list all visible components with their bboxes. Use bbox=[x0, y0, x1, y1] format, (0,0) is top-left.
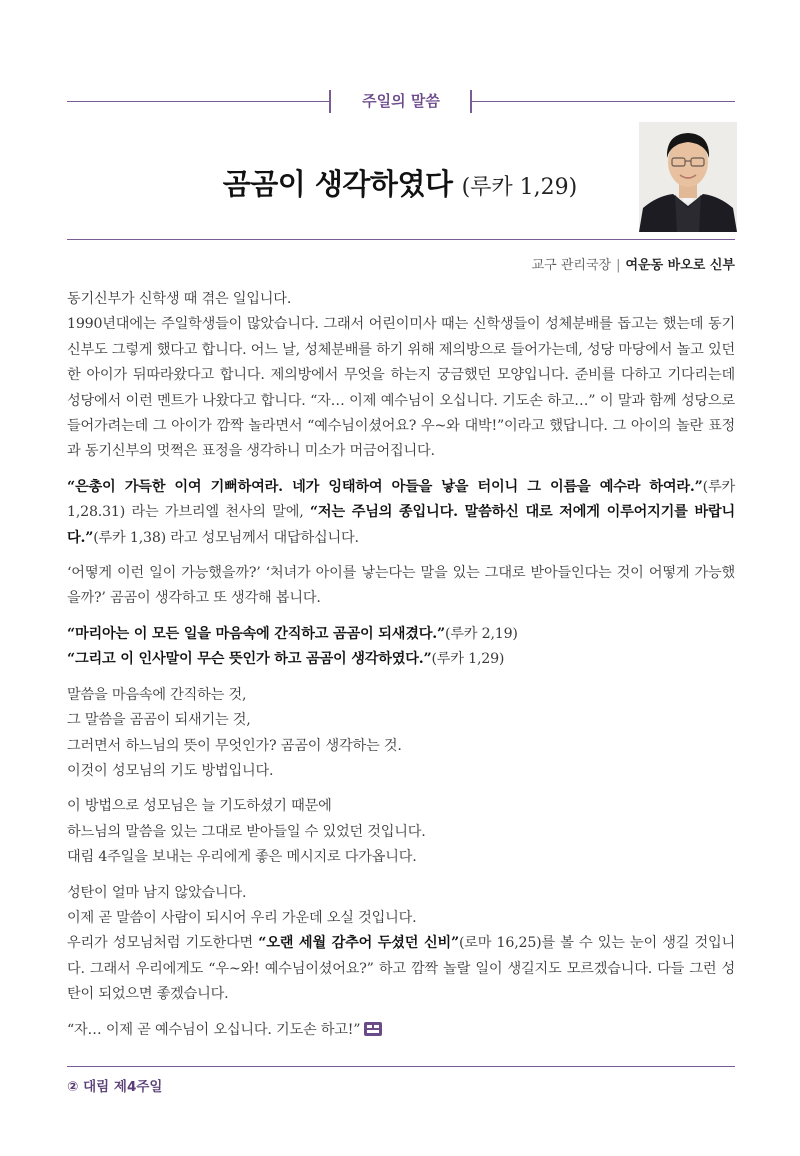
paragraph-5 bbox=[67, 622, 735, 673]
section-label: 주일의 말씀 bbox=[362, 92, 440, 110]
paragraph-8-line-2: 이제 곧 말씀이 사람이 되시어 우리 가운데 오실 것입니다. bbox=[67, 909, 417, 926]
paragraph-1 bbox=[67, 287, 735, 465]
end-mark-icon bbox=[364, 1022, 382, 1036]
paragraph-1-text: 동기신부가 신학생 때 겪은 일입니다. bbox=[67, 291, 292, 307]
ref-luke-1-29: (루카 1,29) bbox=[431, 651, 505, 668]
header-rule-right bbox=[472, 101, 735, 102]
quote-luke-2-19: “마리아는 이 모든 일을 마음속에 간직하고 곰곰이 되새겼다.” bbox=[67, 625, 445, 642]
paragraph-6-line-1: 말씀을 마음속에 간직하는 것, bbox=[67, 686, 247, 703]
author-name: 여운동 바오로 신부 bbox=[625, 258, 735, 273]
paragraph-3-text-1: (루카 1,28.31) 라는 가브리엘 천사의 말에, bbox=[67, 478, 735, 521]
paragraph-6-line-4: 이것이 성모님의 기도 방법입니다. bbox=[67, 762, 274, 779]
paragraph-6-line-3: 그러면서 하느님의 뜻이 무엇인가? 곰곰이 생각하는 것. bbox=[67, 737, 402, 754]
page-footer: ② 대림 제4주일 bbox=[67, 1079, 163, 1095]
paragraph-4: ‘어떻게 이런 일이 가능했을까?’ ‘처녀가 아이를 낳는다는 말을 있는 그대로 받아들인다는 것이 어떻게 가능했을까?’ 곰곰이 생각하고 또 생각해 봅니다. bbox=[67, 565, 735, 607]
footer-rule bbox=[67, 1066, 735, 1067]
paragraph-6 bbox=[67, 683, 735, 785]
title-reference: (루카 1,29) bbox=[461, 175, 578, 200]
author-photo bbox=[639, 122, 737, 232]
paragraph-7 bbox=[67, 794, 735, 870]
header-tick-left bbox=[329, 90, 331, 113]
author-line bbox=[532, 254, 735, 273]
paragraph-8-text-1: 우리가 성모님처럼 기도한다면 bbox=[67, 935, 259, 952]
paragraph-6-line-2: 그 말씀을 곰곰이 되새기는 것, bbox=[67, 712, 251, 729]
paragraph-8-text-2: (로마 16,25)를 볼 수 있는 눈이 생길 것입니다. 그래서 우리에게도 “우~와! 예수님이셨어요?” 하고 깜짝 놀랄 일이 생길지도 모르겠습니다. 다들 그런 성탄이 되었으면 좋겠습니다. bbox=[67, 935, 736, 1003]
paragraph-8-line-1: 성탄이 얼마 남지 않았습니다. bbox=[67, 884, 247, 901]
quote-mary-response: “저는 주님의 종입니다. 말씀하신 대로 저에게 이루어지기를 바랍니다.” bbox=[67, 504, 736, 546]
header-rule-left bbox=[67, 101, 329, 102]
author-role: 교구 관리국장 bbox=[531, 258, 612, 273]
paragraph-2-text: 1990년대에는 주일학생들이 많았습니다. 그래서 어린이미사 때는 신학생들이 성체분배를 돕고는 했는데 동기신부도 그렇게 했다고 합니다. 어느 날, 성체분배를 하기 위해 제의방으로 들어가는데, 성당 마당에서 놀고 있던 한 아이가 뒤따라왔다고 합니다. 제의방에서 무엇을 하는지 궁금했던 모양입니다. 준비를 다하고 기다리는데 성당에서 이런 멘트가 나왔다고 합니다. “자… 이제 예수님이 오십니다. 기도손 하고…” 이 말과 함께 성당으로 들어가려는데 그 아이가 깜짝 놀라면서 “예수님이셨어요? 우~와 대박!”이라고 했답니다. 그 아이의 놀란 표정과 동기신부의 멋쩍은 표정을 생각하니 미소가 머금어집니다. bbox=[67, 316, 735, 460]
paragraph-7-line-1: 이 방법으로 성모님은 늘 기도하셨기 때문에 bbox=[67, 798, 332, 815]
article-body bbox=[67, 287, 735, 1053]
paragraph-7-line-2: 하느님의 말씀을 있는 그대로 받아들일 수 있었던 것입니다. bbox=[67, 823, 426, 840]
paragraph-9 bbox=[67, 1018, 735, 1043]
closing-line: “자… 이제 곧 예수님이 오십니다. 기도손 하고!” bbox=[67, 1021, 361, 1038]
ref-luke-2-19: (루카 2,19) bbox=[444, 625, 518, 642]
paragraph-3-text-2: (루카 1,38) 라고 성모님께서 대답하십니다. bbox=[93, 529, 359, 546]
paragraph-8 bbox=[67, 881, 735, 1008]
paragraph-7-line-3: 대림 4주일을 보내는 우리에게 좋은 메시지로 다가옵니다. bbox=[67, 849, 417, 866]
page-title: 곰곰이 생각하였다 bbox=[222, 167, 453, 201]
quote-luke-1-29: “그리고 이 인사말이 무슨 뜻인가 하고 곰곰이 생각하였다.” bbox=[67, 651, 432, 668]
title-rule bbox=[67, 239, 735, 240]
paragraph-3 bbox=[67, 475, 735, 551]
quote-romans: “오랜 세월 감추어 두셨던 신비” bbox=[258, 935, 459, 952]
quote-annunciation: “은총이 가득한 이여 기뻐하여라. 네가 잉태하여 아들을 낳을 터이니 그 이름을 예수라 하여라.” bbox=[67, 478, 703, 495]
author-separator: | bbox=[616, 258, 621, 273]
